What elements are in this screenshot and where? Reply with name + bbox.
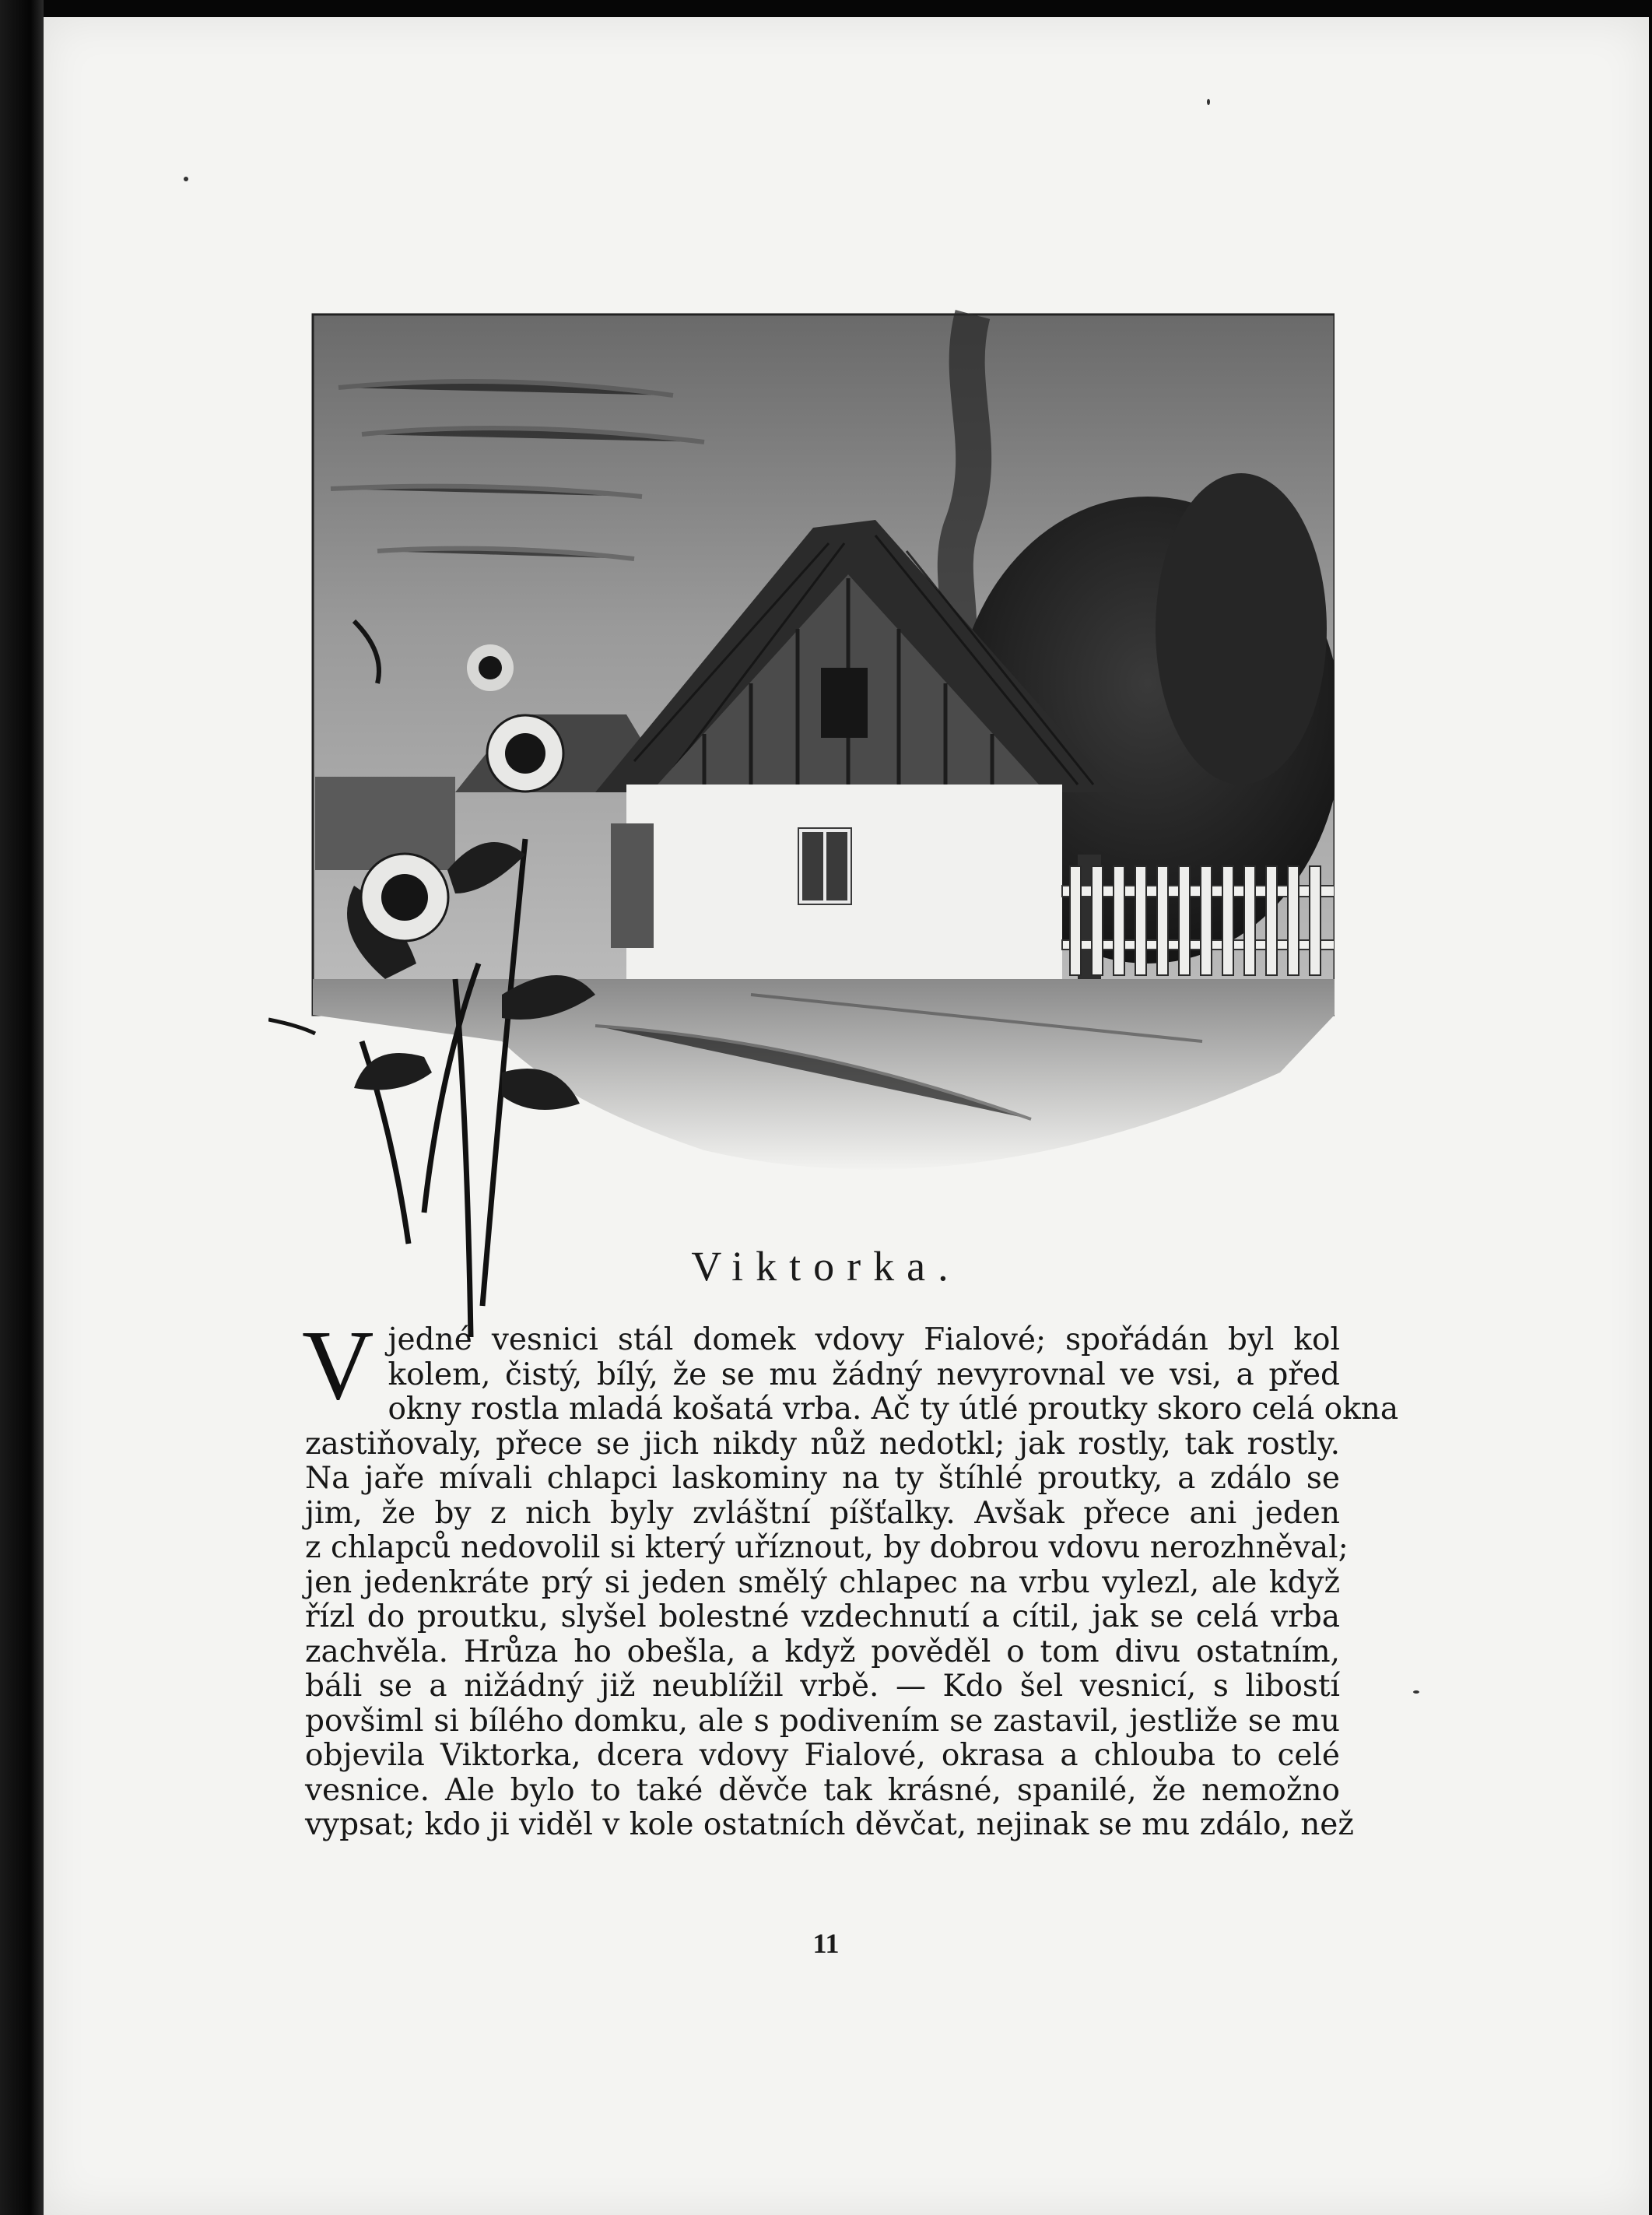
text-line: řízl do proutku, slyšel bolestné vzdechnutí a cítil, jak se celá vrba bbox=[305, 1599, 1340, 1634]
text-line: okny rostla mladá košatá vrba. Ač ty útlé proutky skoro celá okna bbox=[388, 1392, 1399, 1427]
text-line: povšiml si bílého domku, ale s podivením se zastavil, jestliže se mu bbox=[305, 1703, 1340, 1739]
text-line: jen jedenkráte prý si jeden smělý chlapec na vrbu vylezl, ale když bbox=[305, 1564, 1340, 1600]
chapter-title: Viktorka. bbox=[691, 1243, 961, 1290]
text-line: jim, že by z nich byly zvláštní píšťalky. Avšak přece ani jeden bbox=[305, 1495, 1340, 1531]
paper-speck bbox=[184, 177, 188, 181]
text-line: vesnice. Ale bylo to také děvče tak krásné, spanilé, že nemožno bbox=[305, 1772, 1340, 1808]
text-line: vypsat; kdo ji viděl v kole ostatních děvčat, nejinak se mu zdálo, než bbox=[305, 1807, 1354, 1842]
text-line: zastiňovaly, přece se jich nikdy nůž nedotkl; jak rostly, tak rostly. bbox=[305, 1426, 1340, 1462]
text-line: Na jaře mívali chlapci laskominy na ty štíhlé proutky, a zdálo se bbox=[305, 1461, 1340, 1496]
scan-left-border bbox=[0, 0, 44, 2215]
body-text bbox=[302, 1310, 1399, 1843]
cottage-illustration bbox=[268, 294, 1335, 1345]
text-line: zachvěla. Hrůza ho obešla, a když pověděl o tom divu ostatním, bbox=[305, 1634, 1340, 1669]
text-line: kolem, čistý, bílý, že se mu žádný nevyrovnal ve vsi, a před bbox=[388, 1357, 1340, 1392]
text-line: z chlapců nedovolil si který uříznout, by dobrou vdovu nerozhněval; bbox=[305, 1530, 1349, 1565]
text-line: jedné vesnici stál domek vdovy Fialové; spořádán byl kol bbox=[388, 1322, 1340, 1357]
paper-speck bbox=[1207, 99, 1210, 105]
text-line: báli se a nižádný již neublížil vrbě. — Kdo šel vesnicí, s libostí bbox=[305, 1669, 1340, 1704]
paper-speck bbox=[1413, 1690, 1419, 1694]
page-number: 11 bbox=[812, 1928, 840, 1959]
text-line: objevila Viktorka, dcera vdovy Fialové, okrasa a chlouba to celé bbox=[305, 1738, 1340, 1773]
drop-cap: V bbox=[302, 1310, 374, 1420]
